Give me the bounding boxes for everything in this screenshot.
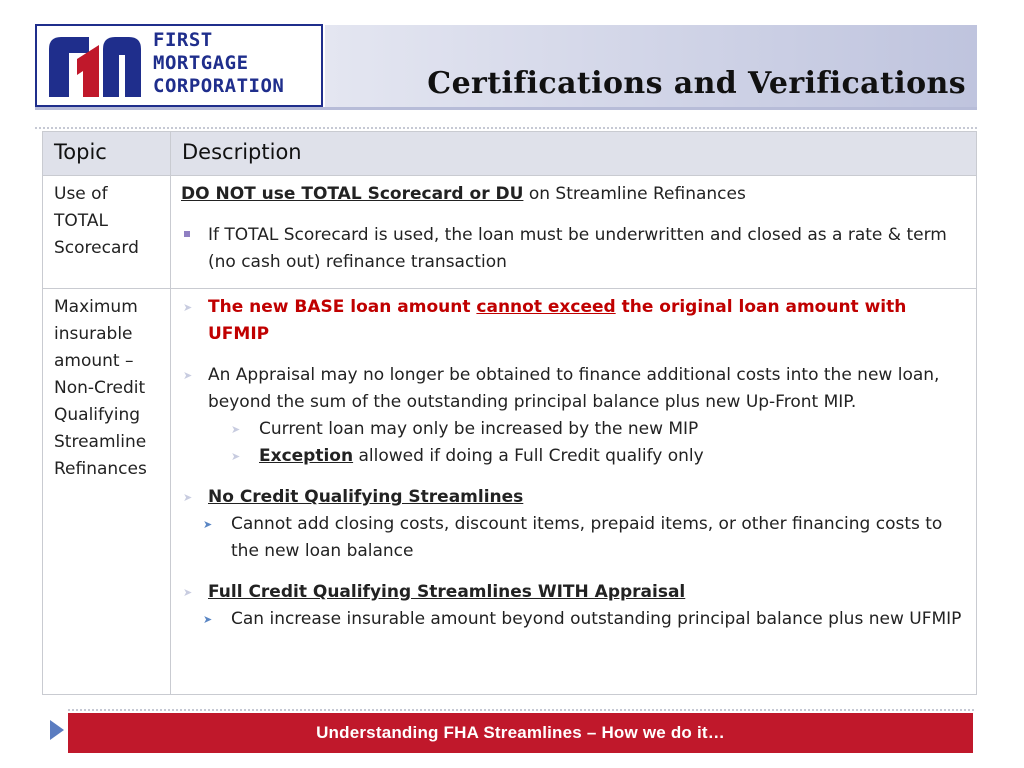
sub-list-item (203, 511, 966, 565)
arrow-bullet-icon: ➤ (183, 586, 193, 599)
list-item (181, 484, 966, 511)
list-item-text: If TOTAL Scorecard is used, the loan must be underwritten and closed as a rate & term (no cash out) refinance transaction (208, 225, 947, 272)
arrow-bullet-icon: ➤ (231, 450, 241, 463)
list-item-emphasis: cannot exceed (476, 297, 616, 317)
certifications-table (42, 131, 977, 695)
list-item-text: The new BASE loan amount (208, 297, 477, 317)
table-row (43, 289, 977, 695)
sub-list-item-text: Can increase insurable amount beyond outstanding principal balance plus new UFMIP (231, 609, 962, 629)
logo-line-3: CORPORATION (153, 75, 285, 97)
list-item (181, 222, 966, 276)
arrow-bullet-icon: ➤ (183, 301, 193, 314)
slide-title: Certifications and Verifications (427, 66, 966, 101)
sub-list-item (231, 416, 966, 443)
sub-list-item (203, 606, 966, 633)
logo-line-1: FIRST (153, 29, 213, 51)
header-description: Description (171, 132, 977, 176)
company-logo (35, 24, 323, 107)
list-item (181, 362, 966, 416)
arrow-bullet-icon: ➤ (183, 491, 193, 504)
sub-list-item (231, 443, 966, 470)
list-item (181, 579, 966, 606)
list-item (181, 294, 966, 348)
total-scorecard-rule (181, 181, 966, 208)
footer-triangle-icon (50, 720, 64, 740)
topic-cell: Maximum insurable amount – Non-Credit Qualifying Streamline Refinances (43, 289, 171, 695)
description-cell (171, 176, 977, 289)
list-item-text: An Appraisal may no longer be obtained to finance additional costs into the new loan, beyond the sum of the outstanding principal balance plus new Up-Front MIP. (208, 365, 940, 412)
footer-text: Understanding FHA Streamlines – How we do it… (316, 723, 725, 742)
list-item-heading: Full Credit Qualifying Streamlines WITH Appraisal (208, 582, 686, 602)
table-row (43, 176, 977, 289)
description-cell (171, 289, 977, 695)
header-topic: Topic (43, 132, 171, 176)
sub-list-item-text: Current loan may only be increased by the new MIP (259, 419, 699, 439)
header-underline (35, 107, 977, 110)
footer-bar (68, 713, 973, 753)
list-item-heading: No Credit Qualifying Streamlines (208, 487, 524, 507)
exception-label: Exception (259, 446, 354, 466)
sub-list-item-text: allowed if doing a Full Credit qualify only (353, 446, 704, 466)
sub-list-item-text: Cannot add closing costs, discount items, prepaid items, or other financing costs to the new loan balance (231, 514, 943, 561)
rule-emphasis: DO NOT use TOTAL Scorecard or DU (181, 184, 524, 204)
logo-line-2: MORTGAGE (153, 52, 249, 74)
arrow-bullet-icon: ➤ (183, 369, 193, 382)
arrow-bullet-icon: ➤ (231, 423, 241, 436)
square-bullet-icon (181, 222, 197, 249)
table-header-row (43, 132, 977, 176)
arrow-bullet-icon: ➤ (203, 518, 213, 531)
header-dotted-divider (35, 127, 977, 129)
rule-text: on Streamline Refinances (523, 184, 746, 204)
logo-mark-icon (43, 31, 147, 103)
list-item-text: the original loan amount with UFMIP (208, 297, 907, 344)
topic-cell: Use of TOTAL Scorecard (43, 176, 171, 289)
footer-dotted-divider (68, 709, 974, 711)
arrow-bullet-icon: ➤ (203, 613, 213, 626)
logo-wordmark (153, 29, 284, 98)
